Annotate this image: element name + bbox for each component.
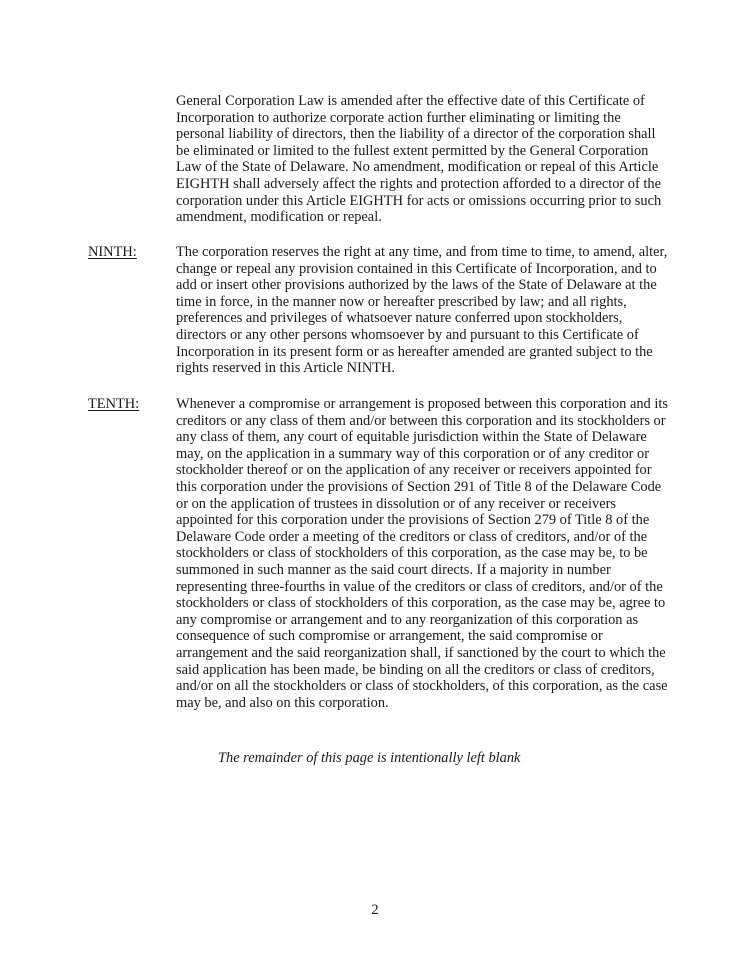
article-ninth-label: NINTH:: [88, 244, 137, 260]
article-tenth-label: TENTH:: [88, 396, 140, 412]
remainder-blank-note: The remainder of this page is intentionally left blank: [218, 750, 521, 766]
article-eighth-continuation: General Corporation Law is amended after the effective date of this Certificate of Incorporation to authorize corporate action further eliminating or limiting the personal liability of directors, then the liability of a director of the corporation shall be eliminated or limited to the fullest extent permitted by the General Corporation Law of the State of Delaware. No amendment, modification or repeal of this Article EIGHTH shall adversely affect the rights and protection afforded to a director of the corporation under this Article EIGHTH for acts or omissions occurring prior to such amendment, modification or repeal.: [176, 93, 662, 226]
article-tenth-text: Whenever a compromise or arrangement is proposed between this corporation and its creditors or any class of them and/or between this corporation and its stockholders or any class of them, any court of equitable jurisdiction within the State of Delaware may, on the application in a summary way of this corporation or of any creditor or stockholder thereof or on the application of any receiver or receivers appointed for this corporation under the provisions of Section 291 of Title 8 of the Delaware Code or on the application of trustees in dissolution or of any receiver or receivers appointed for this corporation under the provisions of Section 279 of Title 8 of the Delaware Code order a meeting of the creditors or class of creditors, and/or of the stockholders or class of stockholders of this corporation, as the case may be, to be summoned in such manner as the said court directs. If a majority in number representing three-fourths in value of the creditors or class of creditors, and/or of the stockholders or class of stockholders of this corporation, as the case may be, agree to any compromise or arrangement and to any reorganization of this corporation as consequence of such compromise or arrangement, the said compromise or arrangement and the said reorganization shall, if sanctioned by the court to which the said application has been made, be binding on all the creditors or class of creditors, and/or on all the stockholders or class of stockholders, of this corporation, as the case may be, and also on this corporation.: [176, 396, 668, 711]
article-ninth-text: The corporation reserves the right at any time, and from time to time, to amend, alter, change or repeal any provision contained in this Certificate of Incorporation, and to add or insert other provisions authorized by the laws of the State of Delaware at the time in force, in the manner now or hereafter prescribed by law; and all rights, preferences and privileges of whatsoever nature conferred upon stockholders, directors or any other persons whomsoever by and pursuant to this Certificate of Incorporation in its present form or as hereafter amended are granted subject to the rights reserved in this Article NINTH.: [176, 244, 668, 377]
page-number: 2: [371, 902, 379, 918]
